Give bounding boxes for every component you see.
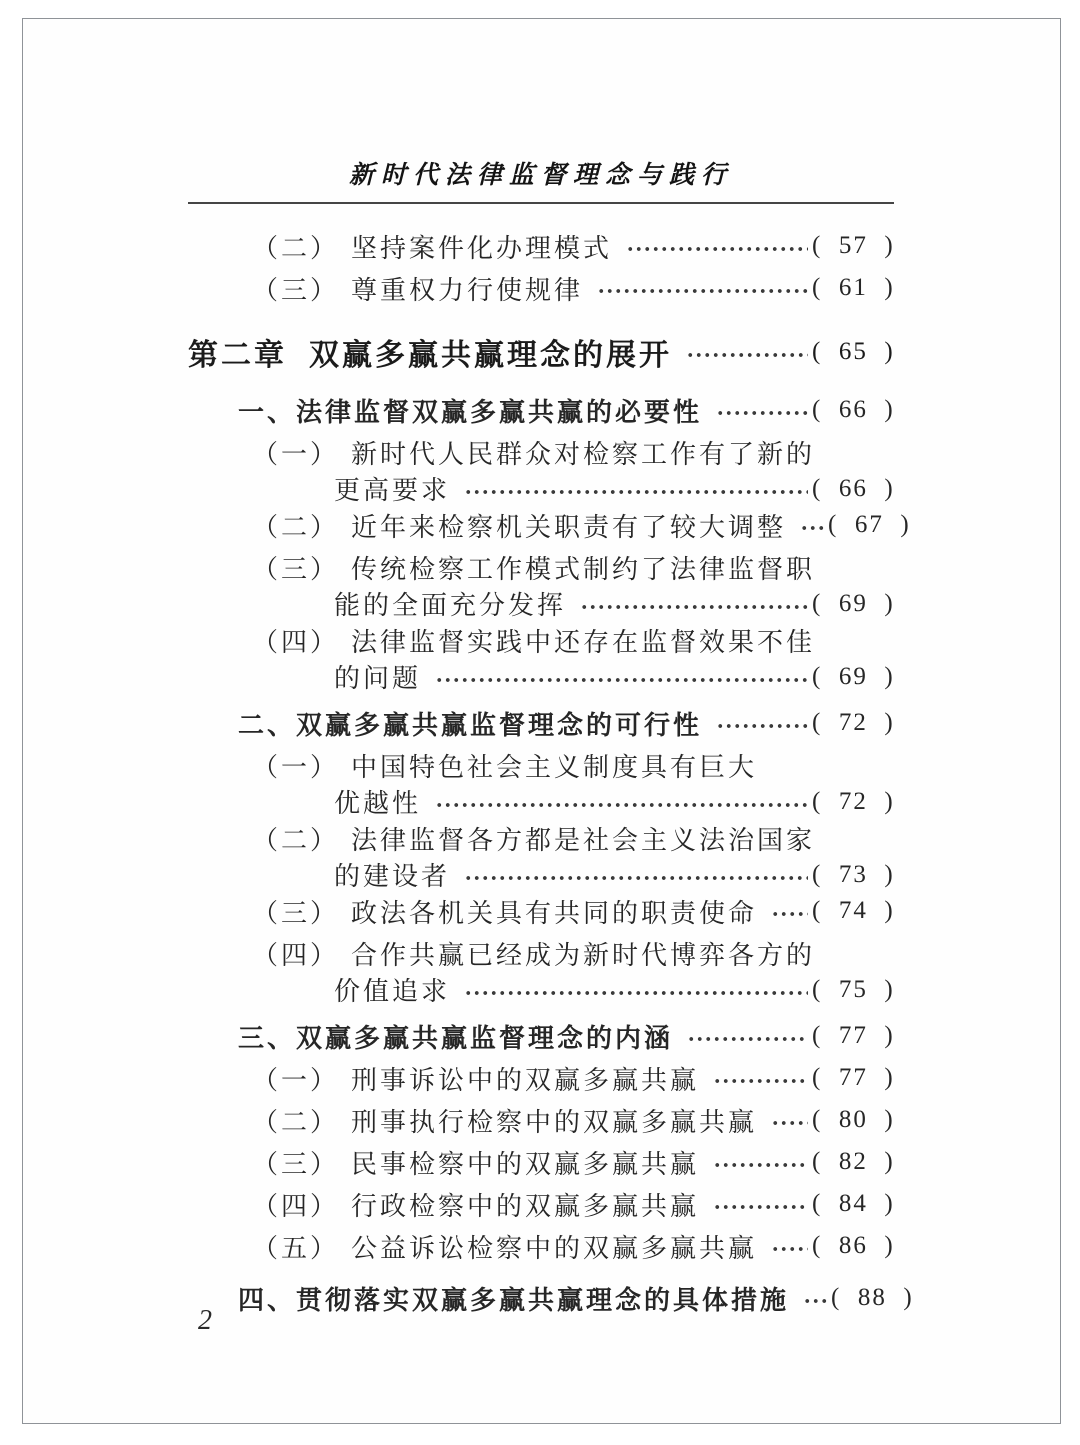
entry-title: 新时代人民群众对检察工作有了新的 bbox=[351, 439, 816, 469]
entry-page-number: ( 88 ) bbox=[831, 1284, 914, 1311]
entry-title: 刑事执行检察中的双赢多赢共赢 bbox=[351, 1107, 758, 1137]
entry-title: 法律监督双赢多赢共赢的必要性 bbox=[296, 397, 703, 427]
entry-title: 政法各机关具有共同的职责使命 bbox=[351, 898, 758, 928]
toc-row bbox=[188, 1099, 894, 1141]
entry-title: 行政检察中的双赢多赢共赢 bbox=[351, 1191, 700, 1221]
entry-number: 第二章 bbox=[188, 339, 287, 372]
toc-row bbox=[188, 744, 894, 786]
entry-page-number: ( 69 ) bbox=[812, 662, 895, 690]
entry-number: （一） bbox=[252, 439, 340, 469]
entry-page-number: ( 77 ) bbox=[812, 1064, 895, 1091]
entry-number: 二、 bbox=[238, 710, 297, 740]
leader-dots bbox=[713, 1077, 808, 1085]
entry-page-number: ( 61 ) bbox=[812, 274, 895, 301]
toc-row bbox=[188, 325, 894, 379]
entry-number: 三、 bbox=[238, 1023, 297, 1053]
leader-dots bbox=[716, 409, 808, 417]
leader-dots bbox=[686, 351, 808, 359]
toc-row bbox=[188, 974, 894, 1005]
leader-dots bbox=[464, 488, 808, 496]
running-head-book-title: 新时代法律监督理念与践行 bbox=[348, 162, 733, 189]
toc-rows bbox=[188, 204, 914, 1319]
entry-number: （二） bbox=[252, 825, 340, 855]
entry-page-number: ( 67 ) bbox=[828, 511, 911, 538]
entry-page-number: ( 86 ) bbox=[812, 1232, 895, 1259]
entry-page-number: ( 72 ) bbox=[812, 709, 895, 736]
toc-row bbox=[188, 932, 894, 974]
toc-row bbox=[188, 1015, 894, 1057]
entry-title: 近年来检察机关职责有了较大调整 bbox=[351, 512, 787, 542]
toc-row bbox=[188, 786, 894, 817]
entry-number: （五） bbox=[252, 1233, 340, 1263]
toc-row bbox=[188, 890, 894, 932]
folio-page-number: 2 bbox=[198, 1305, 212, 1336]
entry-number: 一、 bbox=[238, 397, 297, 427]
entry-title: 刑事诉讼中的双赢多赢共赢 bbox=[351, 1065, 700, 1095]
entry-title: 法律监督各方都是社会主义法治国家 bbox=[351, 825, 816, 855]
toc-row bbox=[188, 1277, 914, 1319]
entry-title: 尊重权力行使规律 bbox=[351, 275, 584, 305]
toc-row bbox=[188, 267, 894, 309]
toc-row bbox=[188, 473, 894, 504]
entry-number: （一） bbox=[252, 1065, 340, 1095]
leader-dots bbox=[464, 989, 808, 997]
entry-page-number: ( 84 ) bbox=[812, 1190, 895, 1217]
toc-row bbox=[188, 546, 894, 588]
entry-title: 合作共赢已经成为新时代博弈各方的 bbox=[351, 940, 816, 970]
entry-title: 传统检察工作模式制约了法律监督职 bbox=[351, 554, 816, 584]
toc-row bbox=[188, 661, 894, 692]
toc-page-content bbox=[188, 0, 914, 1319]
entry-number: （二） bbox=[252, 512, 340, 542]
entry-number: （二） bbox=[252, 233, 340, 263]
leader-dots bbox=[435, 801, 808, 809]
toc-row bbox=[188, 859, 894, 890]
entry-title: 更高要求 bbox=[334, 476, 451, 505]
entry-page-number: ( 75 ) bbox=[812, 975, 895, 1003]
entry-page-number: ( 82 ) bbox=[812, 1148, 895, 1175]
leader-dots bbox=[771, 1119, 808, 1127]
entry-number: （二） bbox=[252, 1107, 340, 1137]
entry-title: 法律监督实践中还存在监督效果不佳 bbox=[351, 627, 816, 657]
toc-row bbox=[188, 588, 894, 619]
toc-row bbox=[188, 431, 894, 473]
leader-dots bbox=[464, 874, 808, 882]
toc-row bbox=[188, 1225, 894, 1267]
entry-title: 能的全面充分发挥 bbox=[334, 591, 567, 620]
entry-title: 价值追求 bbox=[334, 977, 451, 1006]
entry-title: 的建设者 bbox=[334, 862, 451, 891]
toc-row bbox=[188, 817, 894, 859]
entry-page-number: ( 66 ) bbox=[812, 396, 895, 423]
leader-dots bbox=[626, 245, 808, 253]
entry-title: 双赢多赢共赢监督理念的可行性 bbox=[296, 710, 703, 740]
entry-page-number: ( 74 ) bbox=[812, 897, 895, 924]
entry-title: 民事检察中的双赢多赢共赢 bbox=[351, 1149, 700, 1179]
leader-dots bbox=[687, 1035, 808, 1043]
toc-row bbox=[188, 1183, 894, 1225]
entry-number: （一） bbox=[252, 752, 340, 782]
toc-row bbox=[188, 1057, 894, 1099]
leader-dots bbox=[713, 1203, 808, 1211]
toc-row bbox=[188, 619, 894, 661]
entry-title: 公益诉讼检察中的双赢多赢共赢 bbox=[351, 1233, 758, 1263]
entry-title: 优越性 bbox=[334, 789, 422, 818]
entry-page-number: ( 69 ) bbox=[812, 589, 895, 617]
entry-page-number: ( 57 ) bbox=[812, 232, 895, 259]
entry-number: （四） bbox=[252, 1191, 340, 1221]
toc-row bbox=[188, 389, 894, 431]
entry-number: （三） bbox=[252, 1149, 340, 1179]
entry-title: 贯彻落实双赢多赢共赢理念的具体措施 bbox=[296, 1285, 790, 1315]
entry-page-number: ( 73 ) bbox=[812, 860, 895, 888]
entry-page-number: ( 72 ) bbox=[812, 787, 895, 815]
entry-number: （三） bbox=[252, 898, 340, 928]
leader-dots bbox=[800, 524, 824, 532]
entry-title: 坚持案件化办理模式 bbox=[351, 233, 613, 263]
leader-dots bbox=[713, 1161, 808, 1169]
leader-dots bbox=[771, 1245, 808, 1253]
entry-page-number: ( 77 ) bbox=[812, 1022, 895, 1049]
entry-page-number: ( 66 ) bbox=[812, 474, 895, 502]
entry-number: （三） bbox=[252, 275, 340, 305]
entry-number: （四） bbox=[252, 627, 340, 657]
leader-dots bbox=[771, 910, 808, 918]
toc-row bbox=[188, 1141, 894, 1183]
leader-dots bbox=[597, 287, 808, 295]
entry-number: 四、 bbox=[238, 1285, 297, 1315]
entry-number: （四） bbox=[252, 940, 340, 970]
entry-number: （三） bbox=[252, 554, 340, 584]
entry-title: 中国特色社会主义制度具有巨大 bbox=[351, 752, 758, 782]
toc-row bbox=[188, 702, 894, 744]
leader-dots bbox=[435, 676, 808, 684]
toc-row bbox=[188, 225, 894, 267]
leader-dots bbox=[716, 722, 808, 730]
toc-row bbox=[188, 504, 911, 546]
entry-page-number: ( 80 ) bbox=[812, 1106, 895, 1133]
leader-dots bbox=[803, 1297, 827, 1305]
entry-title: 双赢多赢共赢理念的展开 bbox=[309, 339, 672, 372]
entry-page-number: ( 65 ) bbox=[812, 338, 895, 365]
leader-dots bbox=[580, 603, 808, 611]
entry-title: 双赢多赢共赢监督理念的内涵 bbox=[296, 1023, 674, 1053]
entry-title: 的问题 bbox=[334, 664, 422, 693]
